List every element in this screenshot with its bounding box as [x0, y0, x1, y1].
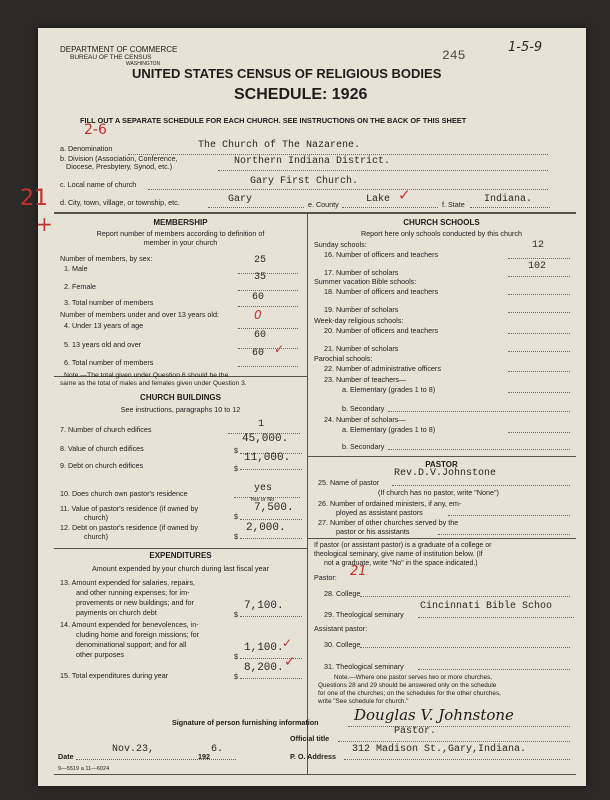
red-check-q15: ✓	[284, 654, 296, 670]
q11-label: 11. Value of pastor's residence (if owned by	[60, 504, 199, 513]
q15-label: 15. Total expenditures during year	[60, 671, 169, 680]
handwritten-21: 21	[20, 186, 48, 211]
pastor-note-3: for one of the churches; on the schedules for the other churches,	[318, 690, 501, 697]
q18-label: 18. Number of officers and teachers	[324, 287, 439, 296]
q12-label: 12. Debt on pastor's residence (if owned by	[60, 523, 199, 532]
q24-elementary: a. Elementary (grades 1 to 8)	[342, 425, 436, 434]
q14-line-2: cluding home and foreign missions; for	[76, 630, 200, 639]
q9-label: 9. Debt on church edifices	[60, 461, 144, 470]
q17-value: 102	[528, 261, 547, 272]
buildings-subtitle: See instructions, paragraphs 10 to 12	[120, 405, 241, 414]
q3-value: 60	[252, 292, 265, 303]
sunday-label: Sunday schools:	[314, 240, 367, 249]
q1-value: 25	[254, 255, 267, 266]
q7-value: 1	[258, 419, 265, 430]
membership-title: MEMBERSHIP	[153, 218, 208, 227]
summer-label: Summer vacation Bible schools:	[314, 277, 417, 286]
q23-elementary: a. Elementary (grades 1 to 8)	[342, 385, 436, 394]
q27-label-2: pastor or his assistants	[336, 527, 410, 536]
date-value: Nov.23,	[112, 744, 155, 755]
division-value: Northern Indiana District.	[234, 156, 391, 167]
q9-value: 11,000.	[244, 452, 291, 464]
q25-label: 25. Name of pastor	[318, 478, 380, 487]
denomination-label: a. Denomination	[60, 144, 113, 153]
division-label-2: Diocese, Presbytery, Synod, etc.)	[66, 162, 173, 171]
q3-label: 3. Total number of members	[64, 298, 154, 307]
county-value: Lake	[366, 194, 391, 205]
q23-label: 23. Number of teachers—	[324, 375, 407, 384]
form-number: 9—5519 a 11—6024	[58, 766, 110, 772]
q21-label: 21. Number of scholars	[324, 344, 399, 353]
q13-line-2: and other running expenses; for im-	[76, 588, 190, 597]
q11-value: 7,500.	[254, 502, 294, 514]
handwritten-plus: +	[36, 212, 53, 236]
county-label: e. County	[308, 200, 339, 209]
grad-note-1: If pastor (or assistant pastor) is a graduate of a college or	[314, 542, 492, 549]
membership-note-2: same as the total of males and females given under Question 3.	[60, 380, 247, 387]
q29-value: Cincinnati Bible Schoo	[420, 601, 553, 612]
bureau-label: BUREAU OF THE CENSUS	[70, 54, 152, 61]
red-check-q14: ✓	[282, 636, 293, 650]
grad-note-2: theological seminary, give name of institution below. (If	[314, 551, 483, 558]
expenditures-subtitle: Amount expended by your church during last fiscal year	[92, 564, 269, 573]
q11-label-2: church)	[84, 513, 108, 522]
yes-no-hint: Yes or No	[250, 497, 275, 503]
year-prefix: 192	[198, 752, 210, 761]
census-form-sheet	[20, 28, 586, 786]
pastor-sub-label: Pastor:	[314, 573, 337, 582]
q14-dollar: $	[234, 652, 238, 661]
pastor-note-2: Questions 28 and 29 should be answered only on the schedule	[318, 682, 497, 689]
q15-dollar: $	[234, 672, 238, 681]
membership-note-1: Note.—The total given under Question 6 should be the	[64, 372, 229, 379]
pastor-title: PASTOR	[425, 460, 458, 469]
po-address-value: 312 Madison St.,Gary,Indiana.	[352, 744, 527, 755]
q2-label: 2. Female	[64, 282, 96, 291]
membership-sub-2: member in your church	[143, 238, 218, 247]
q14-value: 1,100.	[244, 642, 284, 654]
q8-value: 45,000.	[242, 433, 289, 445]
assistant-label: Assistant pastor:	[314, 624, 368, 633]
city-field-label: d. City, town, village, or township, etc.	[60, 198, 180, 207]
local-name-value: Gary First Church.	[250, 176, 359, 187]
department-label: DEPARTMENT OF COMMERCE	[60, 45, 178, 54]
official-title-label: Official title	[290, 734, 330, 743]
city-value: Gary	[228, 194, 253, 205]
weekday-label: Week-day religious schools:	[314, 316, 404, 325]
parochial-label: Parochial schools:	[314, 354, 373, 363]
q23-secondary: b. Secondary	[342, 404, 385, 413]
q22-label: 22. Number of administrative officers	[324, 364, 441, 373]
q9-dollar: $	[234, 464, 238, 473]
q19-label: 19. Number of scholars	[324, 305, 399, 314]
state-label: f. State	[442, 200, 465, 209]
q10-value: yes	[254, 483, 273, 494]
q8-label: 8. Value of church edifices	[60, 444, 144, 453]
date-label: Date	[58, 752, 74, 761]
year-digit: 6.	[211, 744, 224, 755]
handwritten-2-6: 2-6	[84, 122, 107, 138]
q7-label: 7. Number of church edifices	[60, 425, 152, 434]
q12-label-2: church)	[84, 532, 108, 541]
instruction-line: FILL OUT A SEPARATE SCHEDULE FOR EACH CHURCH. SEE INSTRUCTIONS ON THE BACK OF THIS SHEET	[80, 116, 467, 125]
q4-value: 0	[254, 308, 262, 322]
q15-value: 8,200.	[244, 662, 284, 674]
q14-line-1: 14. Amount expended for benevolences, in-	[60, 620, 199, 629]
schools-subtitle: Report here only schools conducted by this church	[360, 229, 522, 238]
pastor-note-4: write "See schedule for church."	[318, 698, 409, 705]
city-label: WASHINGTON	[126, 61, 161, 67]
grad-note-3: not a graduate, write "No" in the space indicated.)	[324, 560, 478, 567]
q10-label: 10. Does church own pastor's residence	[60, 489, 188, 498]
q24-secondary: b. Secondary	[342, 442, 385, 451]
local-name-label: c. Local name of church	[60, 180, 137, 189]
q13-dollar: $	[234, 610, 238, 619]
expenditures-title: EXPENDITURES	[149, 551, 212, 560]
signature-value: Douglas V. Johnstone	[354, 706, 514, 724]
by-sex-label: Number of members, by sex:	[60, 254, 153, 263]
q6-value: 60	[252, 348, 265, 359]
q13-line-1: 13. Amount expended for salaries, repairs,	[60, 578, 196, 587]
q2-value: 35	[254, 272, 267, 283]
q17-label: 17. Number of scholars	[324, 268, 399, 277]
q24-label: 24. Number of scholars—	[324, 415, 406, 424]
q25-value: Rev.D.V.Johnstone	[394, 468, 497, 479]
q25-note: (If church has no pastor, write "None")	[378, 488, 499, 497]
q4-label: 4. Under 13 years of age	[64, 321, 144, 330]
po-address-label: P. O. Address	[290, 752, 336, 761]
denomination-value: The Church of The Nazarene.	[198, 140, 361, 151]
division-label: b. Division (Association, Conference,	[60, 154, 178, 163]
q16-label: 16. Number of officers and teachers	[324, 250, 439, 259]
q1-label: 1. Male	[64, 264, 88, 273]
form-title: UNITED STATES CENSUS OF RELIGIOUS BODIES	[132, 66, 442, 81]
stamp-date: 1-5-9	[508, 40, 543, 55]
q5-label: 5. 13 years old and over	[64, 340, 142, 349]
q11-dollar: $	[234, 512, 238, 521]
q5-value: 60	[254, 330, 267, 341]
q13-line-4: payments on church debt	[76, 608, 157, 617]
q12-value: 2,000.	[246, 522, 286, 534]
q12-dollar: $	[234, 532, 238, 541]
age-label: Number of members under and over 13 years old:	[60, 310, 220, 319]
q26-label: 26. Number of ordained ministers, if any, em-	[318, 499, 462, 508]
red-check-q6: ✓	[274, 342, 285, 356]
schedule-title: SCHEDULE: 1926	[234, 86, 368, 103]
red-mark-pastor: 21	[350, 564, 367, 579]
q26-label-2: ployed as assistant pastors	[336, 508, 423, 517]
q31-label: 31. Theological seminary	[324, 662, 404, 671]
stamp-number: 245	[442, 48, 466, 63]
q20-label: 20. Number of officers and teachers	[324, 326, 439, 335]
buildings-title: CHURCH BUILDINGS	[140, 393, 221, 402]
membership-sub-1: Report number of members according to definition of	[96, 229, 265, 238]
pastor-note-1: Note.—Where one pastor serves two or more churches,	[334, 674, 493, 681]
q13-value: 7,100.	[244, 600, 284, 612]
red-check-county: ✓	[398, 186, 411, 204]
q27-label: 27. Number of other churches served by the	[318, 518, 459, 527]
q28-label: 28. College	[324, 589, 361, 598]
official-title-value: Pastor.	[394, 726, 437, 737]
q6-label: 6. Total number of members	[64, 358, 154, 367]
q14-line-3: denominational support; and for all	[76, 640, 187, 649]
state-value: Indiana.	[484, 194, 533, 205]
q8-dollar: $	[234, 446, 238, 455]
schools-title: CHURCH SCHOOLS	[403, 218, 480, 227]
q29-label: 29. Theological seminary	[324, 610, 404, 619]
q30-label: 30. College	[324, 640, 361, 649]
q16-value: 12	[532, 240, 545, 251]
signature-label: Signature of person furnishing information	[172, 718, 319, 727]
q14-line-4: other purposes	[76, 650, 124, 659]
q13-line-3: provements or new buildings; and for	[76, 598, 194, 607]
